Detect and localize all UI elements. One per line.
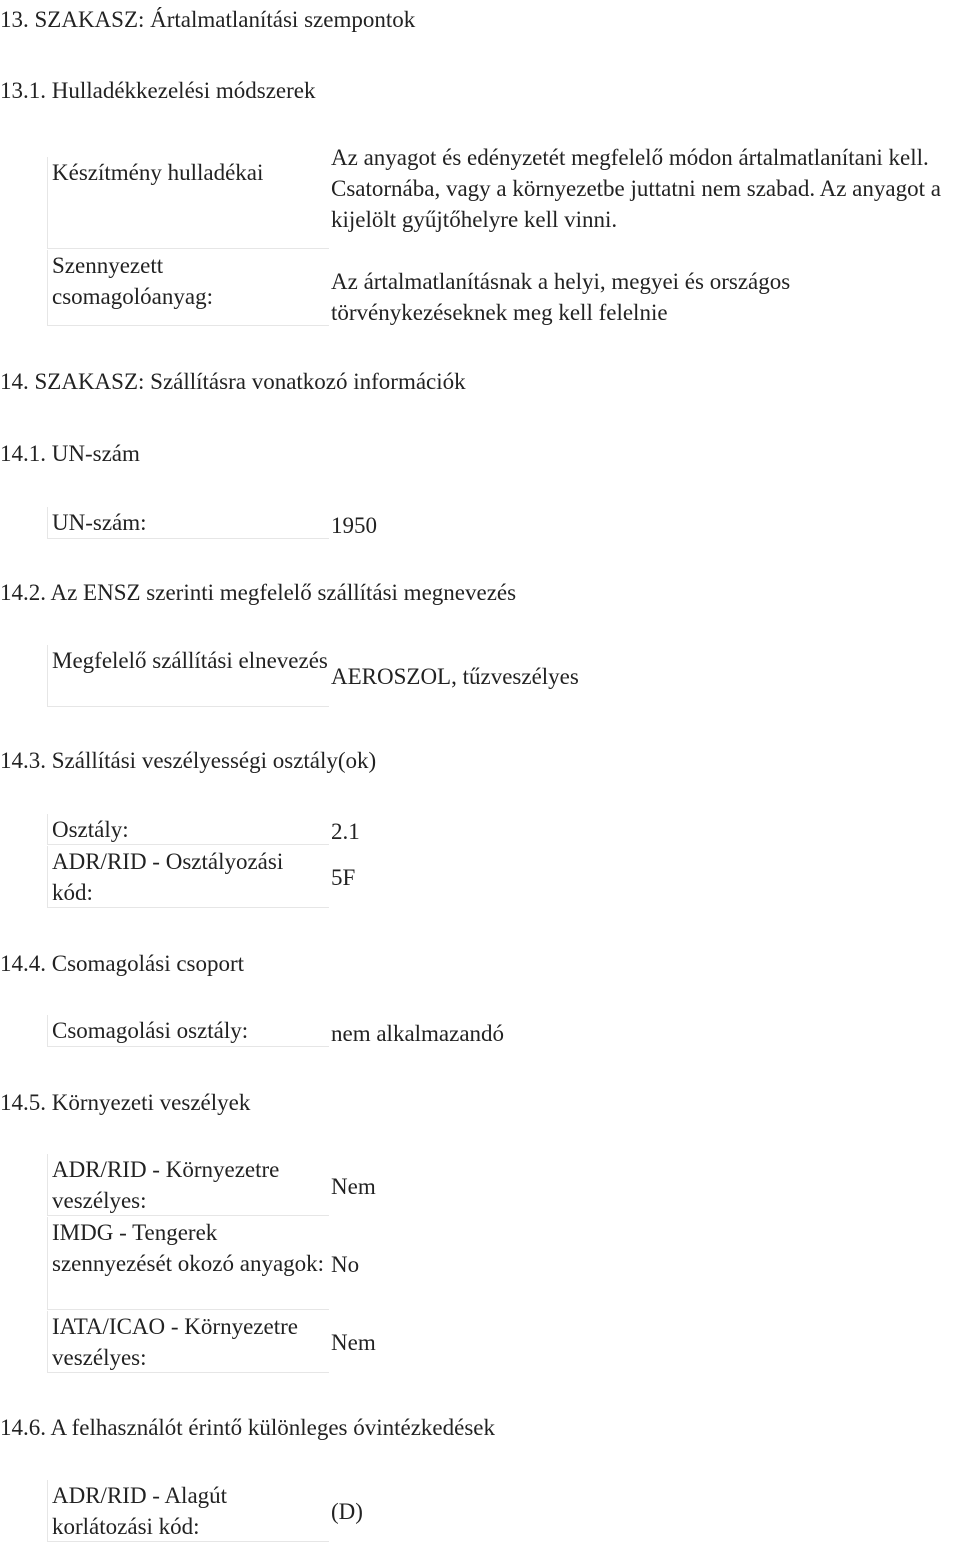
env-imdg-value: No [331, 1252, 360, 1277]
subsection-14-5-heading: 14.5. Környezeti veszélyek [0, 1090, 251, 1115]
un-number-value: 1950 [331, 513, 377, 538]
packaging-value: Az ártalmatlanításnak a helyi, megyei és országos törvénykezéseknek meg kell felelnie [331, 269, 791, 325]
section-13-title: 13. SZAKASZ: Ártalmatlanítási szempontok [0, 7, 416, 32]
waste-label-text: Készítmény hulladékai [52, 160, 264, 185]
waste-value: Az anyagot és edényzetét megfelelő módon ártalmatlanítani kell. Csatornába, vagy a környezetbe juttatni nem szabad. Az anyagot a kijelölt gyűjtőhelyre kell vinni. [331, 145, 941, 232]
waste-label [47, 157, 329, 249]
subsection-14-4-heading: 14.4. Csomagolási csoport [0, 951, 245, 976]
packaging-label [47, 250, 329, 326]
class-label: Osztály: [47, 814, 329, 845]
subsection-14-3-heading: 14.3. Szállítási veszélyességi osztály(ok) [0, 748, 377, 773]
packing-group-label: Csomagolási osztály: [47, 1015, 329, 1047]
packing-group-value: nem alkalmazandó [331, 1021, 505, 1046]
shipping-name-value: AEROSZOL, tűzveszélyes [331, 664, 579, 689]
shipping-name-label: Megfelelő szállítási elnevezés [47, 645, 329, 707]
subsection-14-2-heading: 14.2. Az ENSZ szerinti megfelelő szállítási megnevezés [0, 580, 517, 605]
env-iata-value: Nem [331, 1330, 376, 1355]
env-adr-label: ADR/RID - Környezetre veszélyes: [47, 1154, 329, 1216]
class-value: 2.1 [331, 819, 360, 844]
env-adr-value: Nem [331, 1174, 376, 1199]
tunnel-code-label: ADR/RID - Alagút korlátozási kód: [47, 1480, 329, 1542]
classification-code-value: 5F [331, 865, 356, 890]
section-14-title: 14. SZAKASZ: Szállításra vonatkozó információk [0, 369, 466, 394]
subsection-14-6-heading: 14.6. A felhasználót érintő különleges óvintézkedések [0, 1415, 496, 1440]
classification-code-label: ADR/RID - Osztályozási kód: [47, 846, 329, 908]
env-imdg-label: IMDG - Tengerek szennyezését okozó anyagok: [47, 1217, 329, 1310]
tunnel-code-value: (D) [331, 1499, 363, 1524]
packaging-label-text: Szennyezett csomagolóanyag: [52, 253, 213, 309]
subsection-14-1-heading: 14.1. UN-szám [0, 441, 140, 466]
un-number-label: UN-szám: [47, 507, 329, 539]
subsection-13-1-heading: 13.1. Hulladékkezelési módszerek [0, 78, 316, 103]
env-iata-label: IATA/ICAO - Környezetre veszélyes: [47, 1311, 329, 1373]
